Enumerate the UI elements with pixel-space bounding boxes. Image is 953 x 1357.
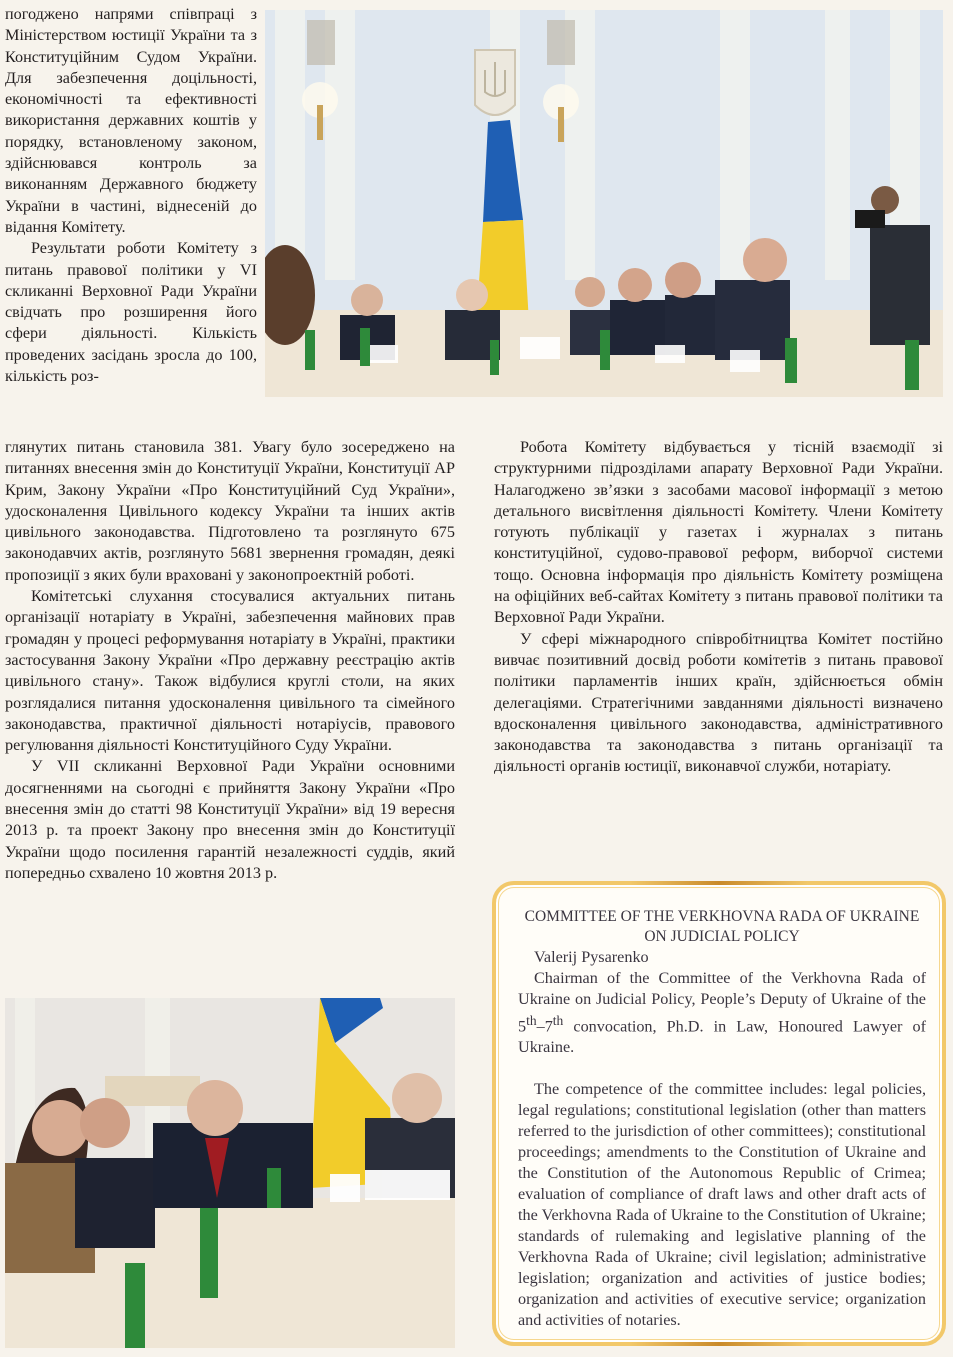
competence-text: The competence of the committee includes: legal policies, legal regulations; constitutional legislation (other than matters referred to the jurisdiction of other committees); constitutional proceedings; amendments to the Constitution of Ukraine and the Constitution of the Autonomous Republic of Crimea; evaluation of compliance of draft laws and other draft acts of the Verkhovna Rada of Ukraine to the Constitution of Ukraine; standards of rulemaking and legislative planning of the Verkhovna Rada of Ukraine; civil legislation; administrative legislation; organization and activities of justice bodies; organization and activities of executive service; organization and activities of notaries. <box>518 1080 926 1330</box>
text-column-left <box>5 437 455 884</box>
paragraph: Комітетські слухання стосувалися актуальних питань організації нотаріату в Україні, забезпечення майнових прав громадян у процесі реформування нотаріату в Україні, практики застосування Закону України «Про державну реєстрацію актів цивільного стану». Також відбулися круглі столи, на яких розглядалися питання удосконалення цивільного та сімейного законодавства, практичної діяльності нотаріусів, правового регулювання діяльності Конституційного Суду України. <box>5 587 455 755</box>
meeting-photo-closeup <box>5 998 455 1348</box>
name-plates <box>330 1170 450 1202</box>
ordinal-suffix: th <box>552 1013 564 1028</box>
paragraph: У сфері міжнародного співробітництва Комітет постійно вивчає позитивний досвід роботи комітетів з питань правової політики парламентів інших країн, здійснюється обмін делегаціями. Стратегічними завданнями діяльності визначено вдосконалення цивільного законодавства, адміністративного законодавства та законодавства з питань організації та діяльності органів юстиції, виконавчої служби, нотаріату. <box>494 629 943 776</box>
text-column-left-top <box>5 4 257 387</box>
committee-members-image <box>5 998 455 1348</box>
paragraph: глянутих питань становила 381. Увагу було зосереджено на питаннях внесення змін до Конституції України, Конституції АР Крим, Закону України «Про Конституційний Суд України», удосконалення Цивільного кодексу України та інших актів цивільного законодавства. Підготовлено та розглянуто 675 законодавчих актів, розглянуто 5681 звернення громадян, деякі пропозиції з яких були враховані у законопроектній роботі. <box>5 438 455 584</box>
committee-info-box <box>492 881 946 1346</box>
paragraph: Результати роботи Комітету з питань правової політики у VI скликанні Верховної Ради України свідчать про розширення його сфери діяльності. Кількість проведених засідань зросла до 100, кількість роз- <box>5 239 257 386</box>
chairman-bio <box>518 968 926 1058</box>
text-column-right <box>494 437 943 778</box>
paragraph: погоджено напрями співпраці з Міністерством юстиції України та з Конституційним Судом України. Для забезпечення доцільності, економічності та ефективності використання державних коштів у порядку, встановленому законом, здійснювався контроль за виконанням Державного бюджету України в частині, віднесеній до відання Комітету. <box>5 5 257 236</box>
paragraph: Робота Комітету відбувається у тісній взаємодії зі структурними підрозділами апарату Верховної Ради України. Налагоджено зв’язки з засобами масової інформації з метою детального висвітлення діяльності Комітету. Члени Комітету готують публікації у газетах і журналах з питань конституційної, судово-правової реформ, виборчої системи тощо. Основна інформація про діяльність Комітету розміщена на офіційних веб-сайтах Комітету з питань правової політики та Верховної Ради України. <box>494 438 943 627</box>
info-title-line2: ON JUDICIAL POLICY <box>644 928 800 945</box>
bio-text: –7 <box>536 1017 553 1036</box>
ordinal-suffix: th <box>526 1013 537 1028</box>
podium <box>105 1076 200 1106</box>
bio-text: convocation, Ph.D. in Law, Honoured Lawyer of Ukraine. <box>518 1017 926 1057</box>
info-title-line1: COMMITTEE OF THE VERKHOVNA RADA OF UKRAINE <box>524 908 920 925</box>
paragraph: У VII скликанні Верховної Ради України основними досягненнями на сьогодні є прийняття Закону України «Про внесення змін до статті 98 Конституції України» від 19 вересня 2013 р. та проект Закону про внесення змін до Конституції України щодо посилення гарантій незалежності суддів, який попередньо схвалено 10 жовтня 2013 р. <box>5 757 455 882</box>
meeting-hall-image <box>265 10 943 397</box>
bio-text: Chairman of the Committee of the Verkhovna Rada of Ukraine on Judicial Policy, People’s Deputy of Ukraine of the 5 <box>518 969 926 1036</box>
chairman-name: Valerij Pysarenko <box>534 948 649 966</box>
coat-of-arms-icon <box>475 50 515 115</box>
meeting-photo-main <box>265 10 943 397</box>
